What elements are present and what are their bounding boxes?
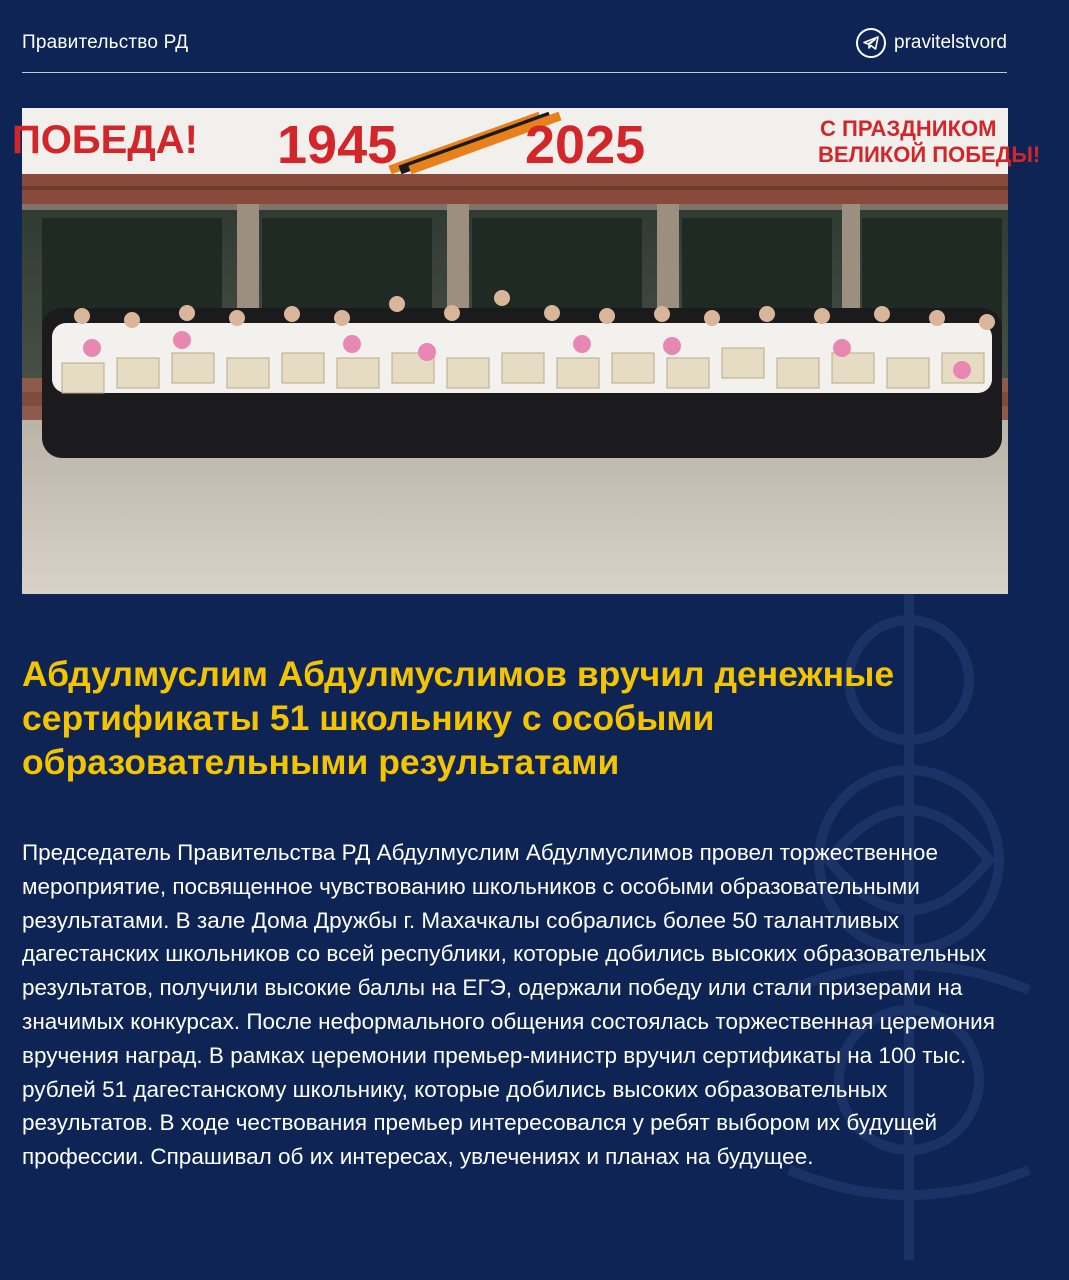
- channel-link[interactable]: [856, 28, 1007, 58]
- channel-name: pravitelstvord: [894, 32, 1007, 53]
- brand-name: Правительство РД: [22, 32, 189, 53]
- event-photo: [12, 108, 1041, 594]
- page-header: [22, 28, 1007, 73]
- banner-year-start: 1945: [277, 115, 398, 175]
- banner-left-text: ПОБЕДА!: [12, 118, 198, 162]
- banner-year-end: 2025: [525, 115, 646, 175]
- article-headline: Абдулмуслим Абдулмуслимов вручил денежные сертификаты 51 школьнику с особыми образовательными результатами: [22, 654, 895, 782]
- banner-right-line2: ВЕЛИКОЙ ПОБЕДЫ!: [818, 142, 1041, 167]
- telegram-icon: [856, 28, 886, 58]
- banner-right-line1: С ПРАЗДНИКОМ: [820, 116, 997, 141]
- article-body: Председатель Правительства РД Абдулмуслим Абдулмуслимов провел торжественное мероприятие, посвященное чувствованию школьников с особыми образовательными результатами. В зале Дома Дружбы г. Махачкалы собрались более 50 талантливых дагестанских школьников со всей республики, которые добились высоких образовательных результатов, получили высокие баллы на ЕГЭ, одержали победу или стали призерами на значимых конкурсах. После неформального общения состоялась торжественная церемония вручения наград. В рамках церемонии премьер-министр вручил сертификаты на 100 тыс. рублей 51 дагестанскому школьнику, которые добились высоких образовательных результатов. В ходе чествования премьер интересовался у ребят выбором их будущей профессии. Спрашивал об их интересах, увлечениях и планах на будущее.: [22, 840, 995, 1170]
